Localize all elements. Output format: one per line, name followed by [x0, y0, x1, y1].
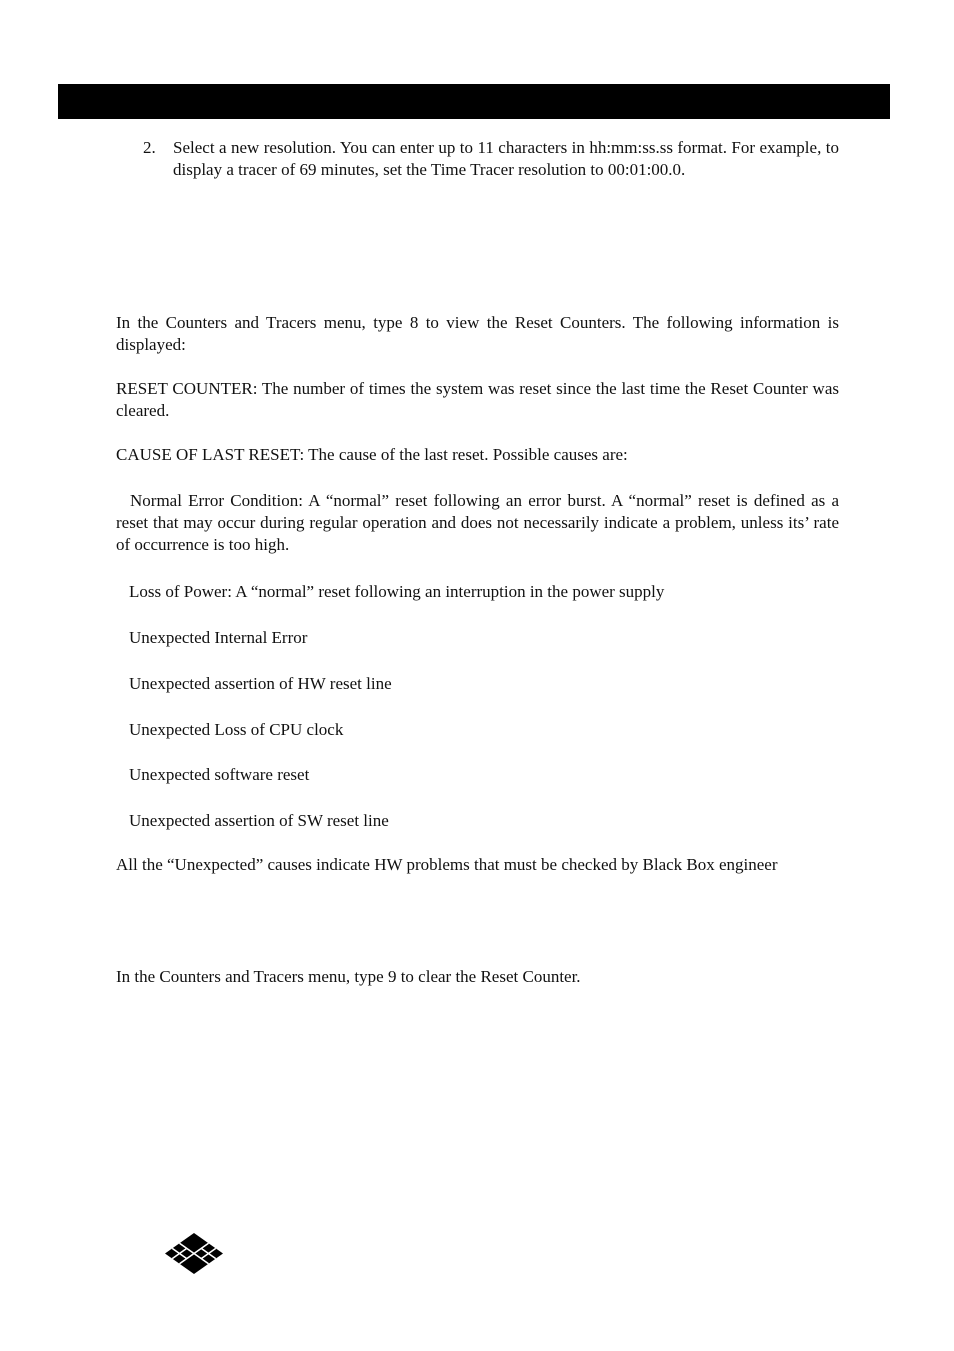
reset-counter-description: RESET COUNTER: The number of times the system was reset since the last time the Reset Counter was cleared.: [116, 379, 839, 420]
cause-cpu-clock: Unexpected Loss of CPU clock: [129, 720, 344, 739]
cause-sw-reset-line: Unexpected assertion of SW reset line: [129, 811, 389, 830]
cause-of-last-reset-intro: CAUSE OF LAST RESET: The cause of the last reset. Possible causes are:: [116, 445, 628, 464]
cause-internal-error: Unexpected Internal Error: [129, 628, 308, 647]
clear-reset-counter-text: In the Counters and Tracers menu, type 9 to clear the Reset Counter.: [116, 967, 581, 986]
header-bar: [58, 84, 890, 119]
reset-counters-intro: In the Counters and Tracers menu, type 8 to view the Reset Counters. The following information is displayed:: [116, 313, 839, 354]
black-box-diamond-logo-icon: [165, 1233, 223, 1274]
cause-normal-error-condition: Normal Error Condition: A “normal” reset following an error burst. A “normal” reset is defined as a reset that may occur during regular operation and does not necessarily indicate a problem, unless its’ rate of occurrence is too high.: [116, 491, 839, 554]
step-text: Select a new resolution. You can enter up to 11 characters in hh:mm:ss.ss format. For example, to display a tracer of 69 minutes, set the Time Tracer resolution to 00:01:00.0.: [173, 138, 839, 179]
cause-software-reset: Unexpected software reset: [129, 765, 310, 784]
cause-loss-of-power: Loss of Power: A “normal” reset following an interruption in the power supply: [129, 582, 665, 601]
step-2: [143, 137, 839, 181]
step-number: 2.: [143, 138, 156, 157]
cause-hw-reset-line: Unexpected assertion of HW reset line: [129, 674, 392, 693]
unexpected-causes-note: All the “Unexpected” causes indicate HW problems that must be checked by Black Box engineer: [116, 855, 778, 874]
